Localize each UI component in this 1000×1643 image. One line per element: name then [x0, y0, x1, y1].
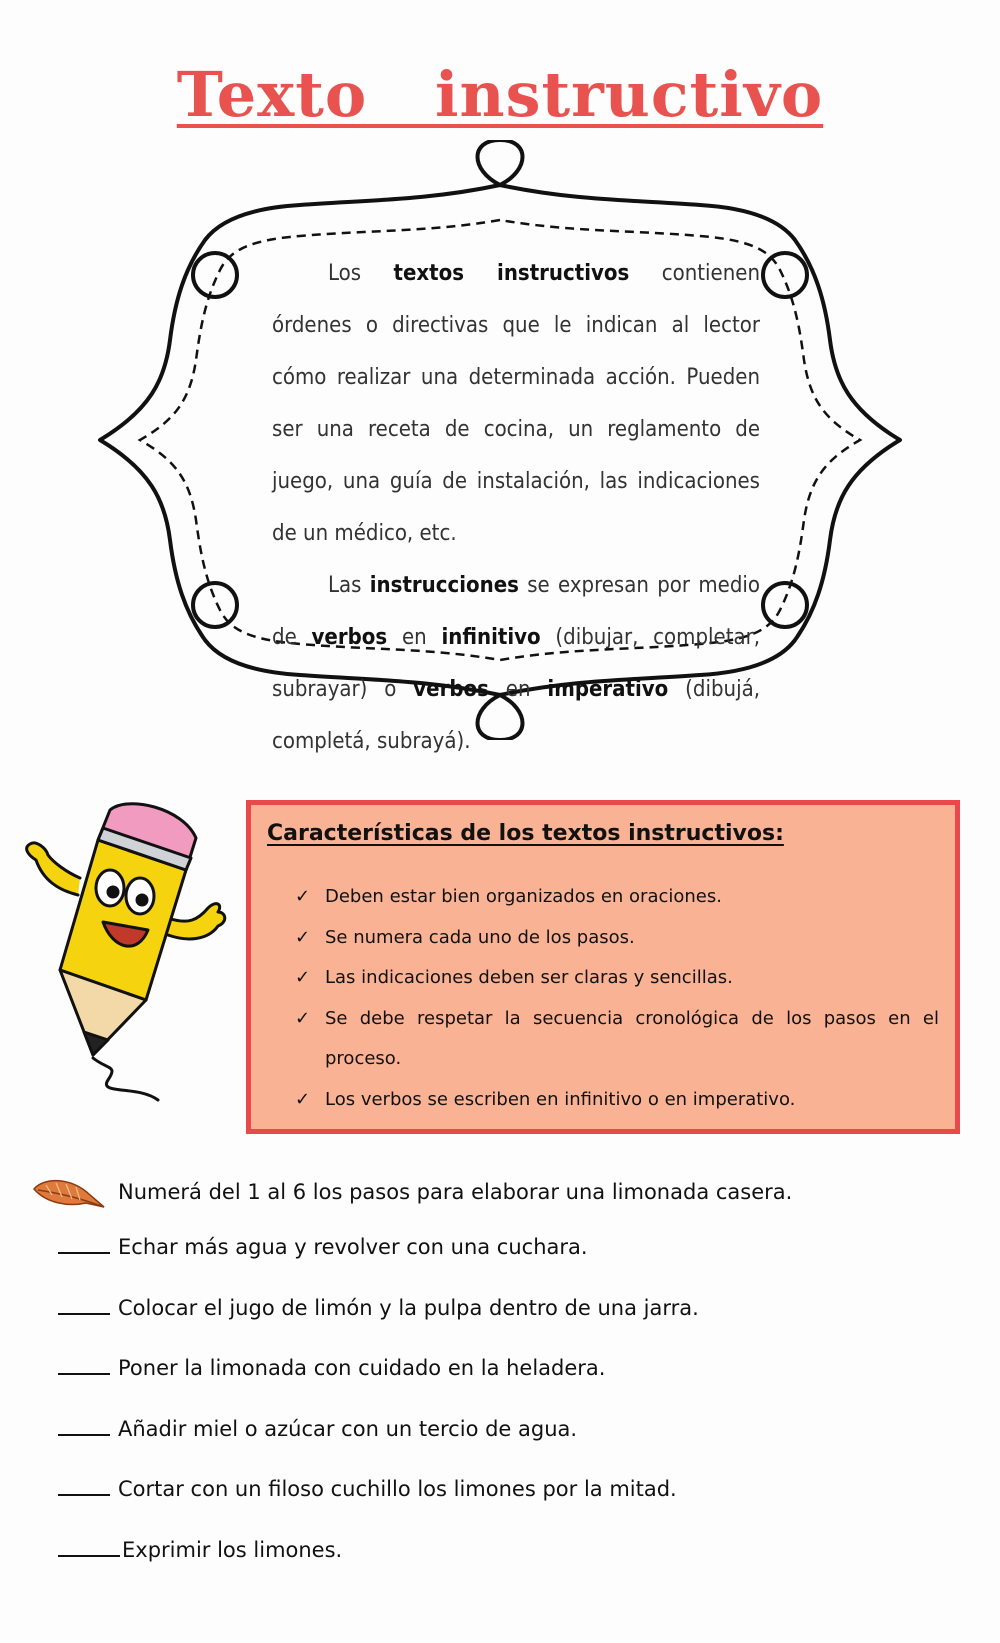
list-item: [295, 1080, 939, 1121]
checkmark-icon: ✓: [295, 1007, 311, 1029]
answer-blank[interactable]: [58, 1232, 110, 1254]
pencil-mascot-icon: [18, 800, 233, 1110]
step-row: [58, 1474, 699, 1535]
list-item: [295, 999, 939, 1080]
step-text: Cortar con un filoso cuchillo los limones por la mitad.: [118, 1477, 677, 1502]
keyword-verbos-2: verbos: [413, 677, 489, 702]
p2-text-5: en: [488, 677, 548, 702]
p2-text-6: (dibujá, completá, subrayá).: [272, 677, 761, 754]
step-text: Colocar el jugo de limón y la pulpa dentro de una jarra.: [118, 1295, 699, 1320]
checkmark-icon: ✓: [295, 1088, 311, 1110]
definition-paragraph-2: [272, 560, 760, 768]
answer-blank[interactable]: [58, 1474, 110, 1496]
list-item-text: Se numera cada uno de los pasos.: [325, 926, 635, 948]
definition-text: [272, 248, 760, 768]
activity-instruction: Numerá del 1 al 6 los pasos para elaborar una limonada casera.: [118, 1180, 793, 1204]
p2-text-4: (dibujar, completar, subrayar) o: [272, 625, 760, 702]
definition-paragraph-1: [272, 248, 760, 560]
keyword-verbos: verbos: [311, 625, 388, 650]
keyword-textos-instructivos: textos instructivos: [393, 261, 630, 286]
p1-rest: contienen órdenes o directivas que le indican al lector cómo realizar una determinada acción. Pueden ser una receta de cocina, un reglamento de juego, una guía de instalación, las indicaciones de un médico, etc.: [272, 261, 760, 546]
characteristics-heading: Características de los textos instructivos:: [267, 821, 784, 846]
characteristics-list: [295, 877, 939, 1120]
list-item-text: Las indicaciones deben ser claras y sencillas.: [325, 967, 733, 988]
step-row: [58, 1293, 699, 1354]
steps-list: [58, 1232, 699, 1596]
keyword-imperativo: imperativo: [547, 677, 669, 702]
answer-blank[interactable]: [58, 1293, 110, 1315]
characteristics-box: [246, 800, 960, 1134]
list-item: [295, 958, 939, 999]
list-item-text: Los verbos se escriben en infinitivo o en imperativo.: [325, 1088, 796, 1110]
list-item-text: Se debe respetar la secuencia cronológica de los pasos en el proceso.: [325, 1007, 939, 1069]
step-text: Poner la limonada con cuidado en la heladera.: [118, 1356, 606, 1381]
p2-text-2: se expresan por medio de: [272, 573, 760, 650]
step-row: [58, 1232, 699, 1293]
list-item: [295, 918, 939, 959]
step-text: Echar más agua y revolver con una cuchara.: [118, 1235, 588, 1259]
checkmark-icon: ✓: [295, 886, 311, 907]
keyword-instrucciones: instrucciones: [369, 573, 519, 598]
answer-blank[interactable]: [58, 1353, 110, 1375]
step-text: Añadir miel o azúcar con un tercio de agua.: [118, 1416, 578, 1441]
page-title: [0, 58, 1000, 131]
list-item-text: Deben estar bien organizados en oraciones.: [325, 886, 722, 907]
p2-text-3: en: [387, 625, 442, 650]
step-row: [58, 1414, 699, 1475]
step-row: [58, 1535, 699, 1596]
checkmark-icon: ✓: [295, 926, 311, 948]
answer-blank[interactable]: [58, 1414, 110, 1436]
keyword-infinitivo: infinitivo: [441, 625, 541, 650]
step-text: Exprimir los limones.: [122, 1537, 343, 1562]
list-item: [295, 877, 939, 918]
answer-blank[interactable]: [58, 1535, 120, 1557]
checkmark-icon: ✓: [295, 967, 311, 988]
p1-intro: Los: [328, 261, 394, 286]
feather-quill-icon: [32, 1175, 108, 1215]
step-row: [58, 1353, 699, 1414]
p2-text-1: Las: [328, 573, 370, 598]
page-title-text: Texto instructivo: [176, 58, 824, 131]
